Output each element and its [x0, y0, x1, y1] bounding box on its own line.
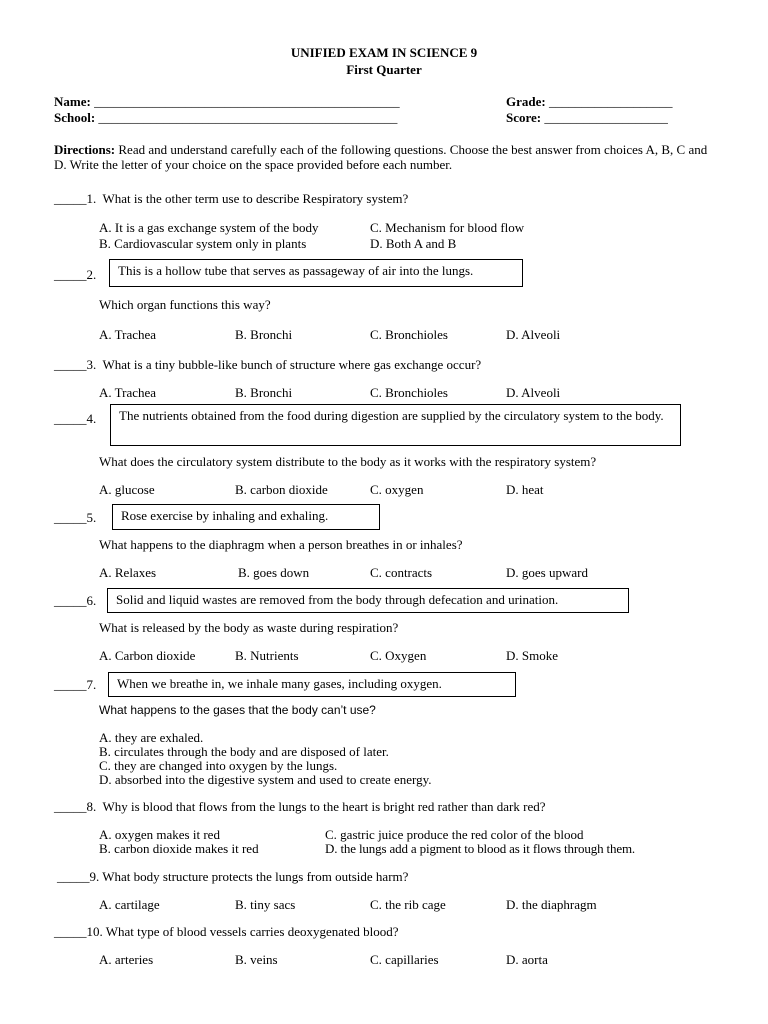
question-9-stem: What body structure protects the lungs from outside harm? — [102, 869, 409, 884]
directions-label: Directions: — [54, 142, 116, 157]
question-5-stem: What happens to the diaphragm when a person breathes in or inhales? — [99, 537, 463, 552]
q2-choice-a: A. Trachea — [99, 327, 157, 342]
q8-choice-d: D. the lungs add a pigment to blood as it flows through them. — [325, 841, 636, 856]
q6-choice-a: A. Carbon dioxide — [99, 648, 196, 663]
q3-choice-a: A. Trachea — [99, 385, 157, 400]
question-8 — [54, 799, 545, 814]
q5-choice-d: D. goes upward — [506, 565, 588, 580]
q3-choice-c: C. Bronchioles — [370, 385, 448, 400]
question-9 — [57, 869, 408, 884]
score-line: ___________________ — [544, 110, 668, 125]
q7-choice-d: D. absorbed into the digestive system and used to create energy. — [99, 772, 432, 787]
answer-blank-7[interactable]: _____7. — [54, 677, 97, 692]
directions — [54, 142, 720, 172]
q4-choice-a: A. glucose — [99, 482, 155, 497]
question-3-stem: What is a tiny bubble-like bunch of structure where gas exchange occur? — [102, 357, 482, 372]
question-4-stem: What does the circulatory system distribute to the body as it works with the respiratory system? — [99, 454, 597, 469]
q5-choice-b: B. goes down — [238, 565, 310, 580]
answer-blank-2[interactable]: _____2. — [54, 267, 97, 282]
question-7-stem: What happens to the gases that the body can’t use? — [99, 703, 376, 717]
q5-choice-a: A. Relaxes — [99, 565, 157, 580]
q4-choice-c: C. oxygen — [370, 482, 424, 497]
school-line: ______________________________________________ — [98, 110, 398, 125]
school-field[interactable] — [54, 110, 397, 125]
q7-choice-a: A. they are exhaled. — [99, 730, 204, 745]
q1-choice-d: D. Both A and B — [370, 236, 457, 251]
question-5-context: Rose exercise by inhaling and exhaling. — [121, 508, 329, 523]
name-line: _______________________________________________ — [94, 94, 400, 109]
score-label: Score: — [506, 110, 542, 125]
question-7-context-box — [108, 672, 516, 697]
q4-choice-b: B. carbon dioxide — [235, 482, 328, 497]
grade-label: Grade: — [506, 94, 546, 109]
answer-blank-1[interactable]: _____1. — [54, 191, 97, 206]
q10-choice-b: B. veins — [235, 952, 278, 967]
question-10-stem: What type of blood vessels carries deoxygenated blood? — [105, 924, 399, 939]
q9-choice-b: B. tiny sacs — [235, 897, 296, 912]
q6-choice-d: D. Smoke — [506, 648, 558, 663]
question-2-context: This is a hollow tube that serves as passageway of air into the lungs. — [118, 263, 474, 278]
question-2-context-box — [109, 259, 523, 287]
q2-choice-d: D. Alveoli — [506, 327, 561, 342]
q1-choice-c: C. Mechanism for blood flow — [370, 220, 525, 235]
name-field[interactable] — [54, 94, 400, 109]
q8-choice-a: A. oxygen makes it red — [99, 827, 220, 842]
answer-blank-4[interactable]: _____4. — [54, 411, 97, 426]
q8-choice-c: C. gastric juice produce the red color of the blood — [325, 827, 584, 842]
school-label: School: — [54, 110, 96, 125]
answer-blank-6[interactable]: _____6. — [54, 593, 97, 608]
question-3 — [54, 357, 481, 372]
question-5-context-box — [112, 504, 380, 530]
score-field[interactable] — [506, 110, 668, 125]
q10-choice-a: A. arteries — [99, 952, 154, 967]
answer-blank-10[interactable]: _____10. — [54, 924, 103, 939]
grade-field[interactable] — [506, 94, 672, 109]
question-2-stem: Which organ functions this way? — [99, 297, 271, 312]
question-7-context: When we breathe in, we inhale many gases, including oxygen. — [117, 676, 442, 691]
question-1-stem: What is the other term use to describe Respiratory system? — [102, 191, 409, 206]
question-10 — [54, 924, 399, 939]
q8-choice-b: B. carbon dioxide makes it red — [99, 841, 259, 856]
exam-subtitle: First Quarter — [346, 62, 422, 77]
directions-text: Read and understand carefully each of the following questions. Choose the best answer from choices A, B, C and D. Write the letter of your choice on the space provided before each number. — [54, 142, 708, 172]
grade-line: ___________________ — [548, 94, 673, 109]
answer-blank-3[interactable]: _____3. — [54, 357, 97, 372]
question-1 — [54, 191, 408, 206]
exam-title: UNIFIED EXAM IN SCIENCE 9 — [290, 45, 478, 60]
name-label: Name: — [54, 94, 91, 109]
answer-blank-5[interactable]: _____5. — [54, 510, 97, 525]
q1-choice-b: B. Cardiovascular system only in plants — [99, 236, 307, 251]
answer-blank-8[interactable]: _____8. — [54, 799, 97, 814]
q9-choice-d: D. the diaphragm — [506, 897, 597, 912]
q6-choice-c: C. Oxygen — [370, 648, 427, 663]
question-6-context: Solid and liquid wastes are removed from the body through defecation and urination. — [116, 592, 559, 607]
q10-choice-c: C. capillaries — [370, 952, 439, 967]
q5-choice-c: C. contracts — [370, 565, 433, 580]
q2-choice-c: C. Bronchioles — [370, 327, 448, 342]
q1-choice-a: A. It is a gas exchange system of the body — [99, 220, 319, 235]
question-8-stem: Why is blood that flows from the lungs to the heart is bright red rather than dark red? — [102, 799, 546, 814]
question-6-context-box — [107, 588, 629, 613]
q2-choice-b: B. Bronchi — [235, 327, 293, 342]
question-4-context-box — [110, 404, 681, 446]
q9-choice-a: A. cartilage — [99, 897, 160, 912]
q7-choice-c: C. they are changed into oxygen by the lungs. — [99, 758, 338, 773]
q7-choice-b: B. circulates through the body and are disposed of later. — [99, 744, 389, 759]
q3-choice-b: B. Bronchi — [235, 385, 293, 400]
question-4-context: The nutrients obtained from the food during digestion are supplied by the circulatory system to the body. — [119, 408, 664, 423]
answer-blank-9[interactable]: _____9. — [57, 869, 100, 884]
q6-choice-b: B. Nutrients — [235, 648, 299, 663]
q3-choice-d: D. Alveoli — [506, 385, 561, 400]
question-6-stem: What is released by the body as waste during respiration? — [99, 620, 399, 635]
q4-choice-d: D. heat — [506, 482, 544, 497]
q9-choice-c: C. the rib cage — [370, 897, 446, 912]
q10-choice-d: D. aorta — [506, 952, 548, 967]
